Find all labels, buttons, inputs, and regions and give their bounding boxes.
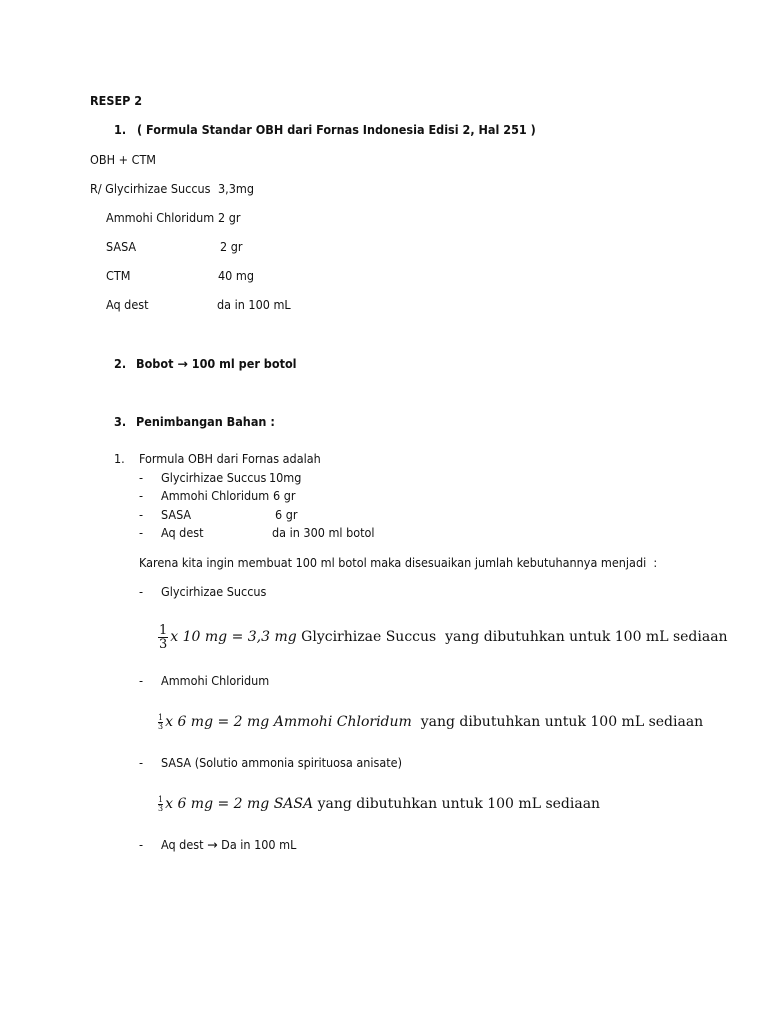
list-bullet: - [139, 507, 144, 522]
fraction-denominator: 3 [158, 803, 164, 813]
calculation-result-text: yang dibutuhkan untuk 100 mL sediaan [420, 714, 704, 730]
prescription-item-amount: 2 gr [220, 239, 243, 254]
section-2-label: Bobot [136, 356, 174, 371]
fraction-denominator: 3 [158, 721, 164, 731]
prescription-item-amount: 3,3mg [218, 181, 254, 196]
calculation-result-text: yang dibutuhkan untuk 100 mL sediaan [317, 796, 601, 812]
list-bullet: - [139, 525, 144, 540]
section-2-line [136, 356, 297, 372]
fraction-one-third [158, 624, 168, 651]
section-1-number: 1. [114, 122, 127, 137]
prescription-item-amount: da in 100 mL [217, 297, 291, 312]
formula-title: Formula OBH dari Fornas adalah [139, 451, 321, 466]
fraction-denominator: 3 [159, 636, 168, 652]
formula-subtitle: OBH + CTM [90, 152, 157, 167]
prescription-item-amount: 40 mg [218, 268, 254, 283]
prescription-item-name: SASA [106, 239, 137, 254]
section-2-number: 2. [114, 356, 127, 371]
formula-item-name: Glycirhizae Succus [161, 470, 267, 485]
calculation-expression: x 6 mg = 2 mg Ammohi Chloridum [165, 714, 412, 730]
prescription-item-name: Aq dest [106, 297, 149, 312]
fraction-one-third [158, 714, 163, 731]
calculation-equation [158, 620, 728, 654]
list-bullet: - [139, 673, 144, 688]
section-2-text: 100 ml per botol [191, 356, 297, 371]
formula-item-amount: 6 gr [273, 488, 296, 503]
formula-number: 1. [114, 451, 125, 466]
fraction-numerator: 1 [158, 794, 164, 804]
fraction-one-third [158, 796, 163, 813]
section-3-title: Penimbangan Bahan : [136, 414, 275, 429]
section-3-number: 3. [114, 414, 127, 429]
calculation-expression: x 10 mg = 3,3 mg [170, 629, 297, 645]
calculation-expression: x 6 mg = 2 mg SASA [165, 796, 314, 812]
prescription-item-name: Ammohi Chloridum [106, 210, 215, 225]
arrow-right-icon: → [177, 356, 188, 371]
fraction-numerator: 1 [158, 712, 164, 722]
calculation-equation [158, 790, 600, 818]
list-bullet: - [139, 584, 144, 599]
adjustment-note: Karena kita ingin membuat 100 ml botol maka disesuaikan jumlah kebutuhannya menjadi : [139, 555, 658, 570]
calculation-result-text: Glycirhizae Succus yang dibutuhkan untuk 100 mL sediaan [301, 629, 728, 645]
list-bullet: - [139, 837, 144, 852]
calculation-label: Ammohi Chloridum [161, 673, 270, 688]
formula-item-name: SASA [161, 507, 192, 522]
calculation-label: SASA (Solutio ammonia spirituosa anisate) [161, 755, 402, 770]
calculation-label: Glycirhizae Succus [161, 584, 267, 599]
formula-item-name: Aq dest [161, 525, 204, 540]
list-bullet: - [139, 488, 144, 503]
prescription-item-name: R/ Glycirhizae Succus [90, 181, 211, 196]
fraction-numerator: 1 [159, 622, 168, 638]
prescription-item-name: CTM [106, 268, 131, 283]
formula-item-amount: 6 gr [275, 507, 298, 522]
final-text: Da in 100 mL [221, 837, 297, 852]
final-label: Aq dest [161, 837, 204, 852]
formula-item-amount: 10mg [269, 470, 302, 485]
list-bullet: - [139, 470, 144, 485]
formula-item-amount: da in 300 ml botol [272, 525, 375, 540]
final-line [161, 837, 296, 853]
calculation-equation [158, 708, 703, 736]
arrow-right-icon: → [207, 837, 218, 852]
page-title: RESEP 2 [90, 93, 143, 108]
formula-item-name: Ammohi Chloridum [161, 488, 270, 503]
list-bullet: - [139, 755, 144, 770]
section-1-title: ( Formula Standar OBH dari Fornas Indonesia Edisi 2, Hal 251 ) [137, 122, 536, 137]
prescription-item-amount: 2 gr [218, 210, 241, 225]
